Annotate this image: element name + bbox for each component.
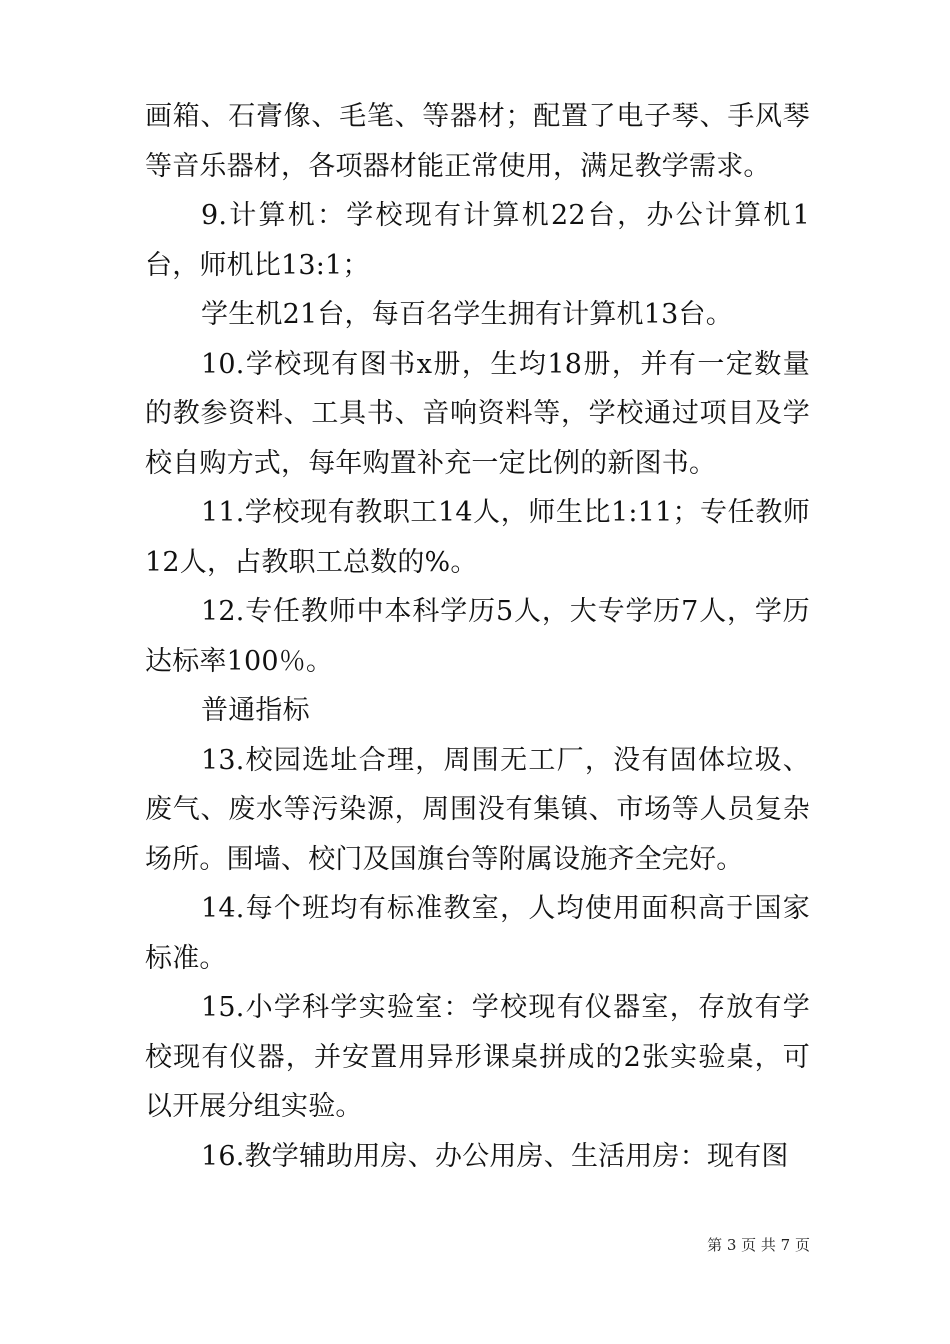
paragraph: 9.计算机：学校现有计算机22台，办公计算机1台，师机比13:1； (145, 200, 810, 281)
paragraph: 画箱、石膏像、毛笔、等器材；配置了电子琴、手风琴等音乐器材，各项器材能正常使用，满足教学需求。 (145, 101, 810, 182)
paragraph: 11.学校现有教职工14人，师生比1:11；专任教师12人，占教职工总数的%。 (145, 497, 810, 578)
page-number-footer: 第 3 页 共 7 页 (707, 1236, 810, 1254)
paragraph: 12.专任教师中本科学历5人，大专学历7人，学历达标率100％。 (145, 596, 810, 677)
paragraph: 13.校园选址合理，周围无工厂，没有固体垃圾、废气、废水等污染源，周围没有集镇、市场等人员复杂场所。围墙、校门及国旗台等附属设施齐全完好。 (145, 744, 810, 875)
paragraph: 15.小学科学实验室：学校现有仪器室，存放有学校现有仪器，并安置用异形课桌拼成的2张实验桌，可以开展分组实验。 (145, 992, 810, 1122)
paragraph: 10.学校现有图书x册，生均18册，并有一定数量的教参资料、工具书、音响资料等，学校通过项目及学校自购方式，每年购置补充一定比例的新图书。 (145, 348, 810, 479)
paragraph: 学生机21台，每百名学生拥有计算机13台。 (201, 299, 733, 330)
document-body (145, 92, 810, 1181)
paragraph: 16.教学辅助用房、办公用房、生活用房：现有图 (201, 1140, 789, 1172)
paragraph: 14.每个班均有标准教室，人均使用面积高于国家标准。 (145, 893, 810, 974)
section-heading: 普通指标 (201, 695, 310, 726)
